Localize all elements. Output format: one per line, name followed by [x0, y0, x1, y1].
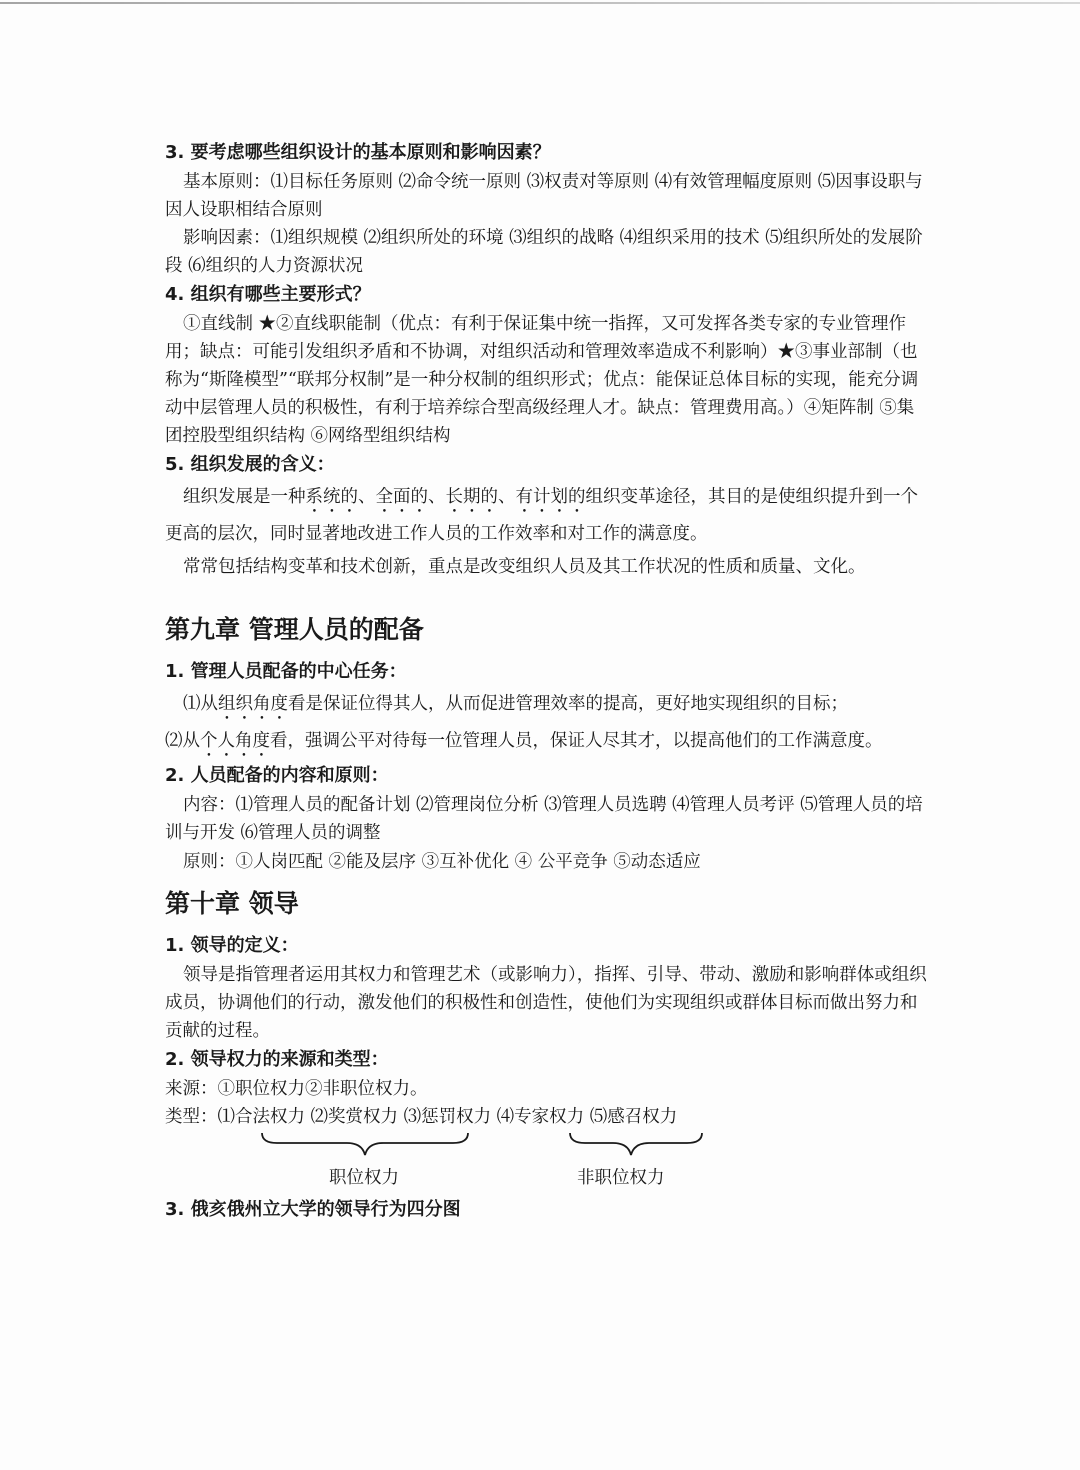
paragraph: ①直线制 ★②直线职能制（优点：有利于保证集中统一指挥，又可发挥各类专家的专业管理作用；缺点：可能引发组织矛盾和不协调，对组织活动和管理效率造成不利影响）★③事业部制（也称为“斯隆模型”“联邦分权制”是一种分权制的组织形式；优点：能保证总体目标的实现，能充分调动中层管理人员的积极性，有利于培养综合型高级经理人才。缺点：管理费用高。）④矩阵制 ⑤集团控股型组织结构 ⑥网络型组织结构 [165, 314, 919, 446]
question-heading: 1. 管理人员配备的中心任务： [165, 661, 407, 682]
brace-label-position-power: 职位权力 [329, 1168, 399, 1188]
document-page [165, 138, 930, 1225]
question-heading: 5. 组织发展的含义： [165, 454, 335, 475]
text: 看是保证位得其人，从而促进管理效率的提高，更好地实现组织的目标； [288, 694, 848, 714]
question-heading: 3. 俄亥俄州立大学的领导行为四分图 [165, 1199, 461, 1220]
paragraph: 领导是指管理者运用其权力和管理艺术（或影响力），指挥、引导、带动、激励和影响群体或组织成员，协调他们的行动，激发他们的积极性和创造性，使他们为实现组织或群体目标而做出努力和贡献的过程。 [165, 965, 927, 1041]
emphasis: 全面的 [375, 487, 428, 507]
paragraph: 基本原则：⑴目标任务原则 ⑵命令统一原则 ⑶权责对等原则 ⑷有效管理幅度原则 ⑸因事设职与因人设职相结合原则 [165, 172, 923, 220]
paragraph: 常常包括结构变革和技术创新，重点是改变组织人员及其工作状况的性质和质量、文化。 [183, 557, 866, 577]
brace-label-personal-power: 非职位权力 [577, 1168, 665, 1188]
paragraph: 内容：⑴管理人员的配备计划 ⑵管理岗位分析 ⑶管理人员选聘 ⑷管理人员考评 ⑸管理人员的培训与开发 ⑹管理人员的调整 [165, 795, 923, 843]
paragraph: 来源：①职位权力②非职位权力。 [165, 1079, 428, 1099]
text: ⑴从 [183, 694, 218, 714]
text: 组织变革途径，其目的是使组织提升到一个更高的层次，同时显著地改进工作人员的工作效率和对工作的满意度。 [165, 487, 918, 544]
text: 组织发展是一种 [183, 487, 306, 507]
chapter-title: 第九章 管理人员的配备 [165, 615, 424, 644]
text: 、 [498, 487, 516, 507]
question-heading: 4. 组织有哪些主要形式？ [165, 284, 371, 305]
paragraph: 原则：①人岗匹配 ②能及层序 ③互补优化 ④ 公平竞争 ⑤动态适应 [183, 852, 701, 872]
emphasis: 组织角度 [218, 694, 288, 714]
scan-edge-line [0, 2, 1080, 4]
right-brace [570, 1133, 702, 1155]
power-type-braces [165, 1131, 930, 1195]
paragraph: 类型：⑴合法权力 ⑵奖赏权力 ⑶惩罚权力 ⑷专家权力 ⑸感召权力 [165, 1107, 678, 1127]
question-heading: 3. 要考虑哪些组织设计的基本原则和影响因素？ [165, 142, 551, 163]
chapter-title: 第十章 领导 [165, 889, 299, 918]
emphasis: 有计划的 [515, 487, 586, 507]
text: ⑵从 [165, 731, 200, 751]
emphasis: 长期的 [445, 487, 498, 507]
emphasis: 个人角度 [200, 731, 270, 751]
left-brace [262, 1133, 468, 1155]
paragraph [165, 480, 930, 551]
question-heading: 2. 人员配备的内容和原则： [165, 765, 389, 786]
question-heading: 2. 领导权力的来源和类型： [165, 1049, 389, 1070]
brace-lines [165, 1131, 930, 1171]
paragraph: 影响因素：⑴组织规模 ⑵组织所处的环境 ⑶组织的战略 ⑷组织采用的技术 ⑸组织所处的发展阶段 ⑹组织的人力资源状况 [165, 228, 923, 276]
question-heading: 1. 领导的定义： [165, 935, 299, 956]
emphasis: 系统的 [305, 487, 358, 507]
paragraph [165, 687, 930, 724]
paragraph [165, 724, 930, 761]
text: 看，强调公平对待每一位管理人员，保证人尽其才，以提高他们的工作满意度。 [270, 731, 883, 751]
text: 、 [428, 487, 446, 507]
text: 、 [358, 487, 376, 507]
